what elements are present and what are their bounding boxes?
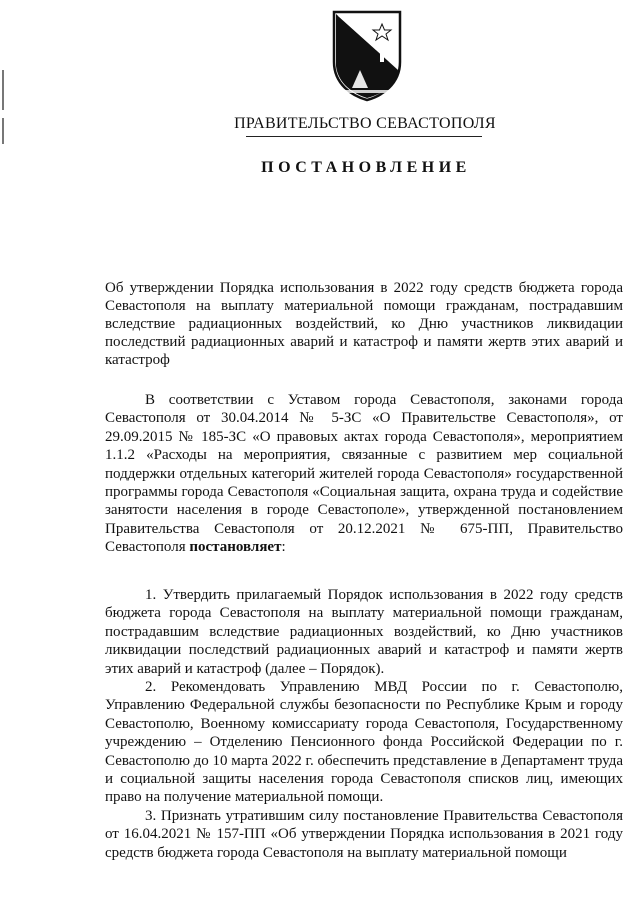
preamble-paragraph <box>105 391 623 557</box>
resolution-item: 3. Признать утратившим силу постановление Правительства Севастополя от 16.04.2021 № 157-ПП «Об утверждении Порядка использования в 2021 году средств бюджета города Севастополя на выплату материальной помощи <box>105 807 623 861</box>
sevastopol-coat-of-arms-icon <box>330 10 404 102</box>
resolution-item: 1. Утвердить прилагаемый Порядок использования в 2022 году средств бюджета города Севастополя на выплату материальной помощи гражданам, пострадавшим вследствие радиационных воздействий, ко Дню участников ликвидации последствий радиационных аварий и катастроф и памяти жертв этих аварий и катастроф (далее – Порядок). <box>105 587 623 677</box>
preamble-text: В соответствии с Уставом города Севастополя, законами города Севастополя от 30.04.2014 № 5-ЗС «О Правительстве Севастополя», от 29.09.2015 № 185-ЗС «О правовых актах города Севастополя», мероприятием 1.1.2 «Расходы на мероприятия, связанные с развитием мер социальной поддержки отдельных категорий жителей города Севастополя» государственной программы города Севастополя «Социальная защита, охрана труда и содействие занятости населения в городе Севастополе», утвержденной постановлением Правительства Севастополя от 20.12.2021 № 675-ПП, Правительство Севастополя <box>105 392 623 556</box>
government-name: ПРАВИТЕЛЬСТВО СЕВАСТОПОЛЯ <box>234 115 496 132</box>
document-type-title: ПОСТАНОВЛЕНИЕ <box>261 159 471 176</box>
scan-margin-mark <box>2 70 4 110</box>
resolution-item: 2. Рекомендовать Управлению МВД России по г. Севастополю, Управлению Федеральной службы безопасности по Республике Крым и городу Севастополю, Военному комиссариату города Севастополя, Государственному учреждению – Отделению Пенсионного фонда Российской Федерации по г. Севастополю до 10 марта 2022 г. обеспечить представление в Департамент труда и социальной защиты населения города Севастополя списков лиц, имеющих право на получение материальной помощи. <box>105 679 623 806</box>
preamble-colon: : <box>281 539 286 556</box>
resolution-items <box>105 586 623 862</box>
preamble-verb: постановляет <box>189 539 282 556</box>
header-underline <box>246 136 482 137</box>
document-subject: Об утверждении Порядка использования в 2022 году средств бюджета города Севастополя на выплату материальной помощи гражданам, пострадавшим вследствие радиационных воздействий, ко Дню участников ликвидации последствий радиационных аварий и катастроф и памяти жертв этих аварий и катастроф <box>105 280 623 368</box>
